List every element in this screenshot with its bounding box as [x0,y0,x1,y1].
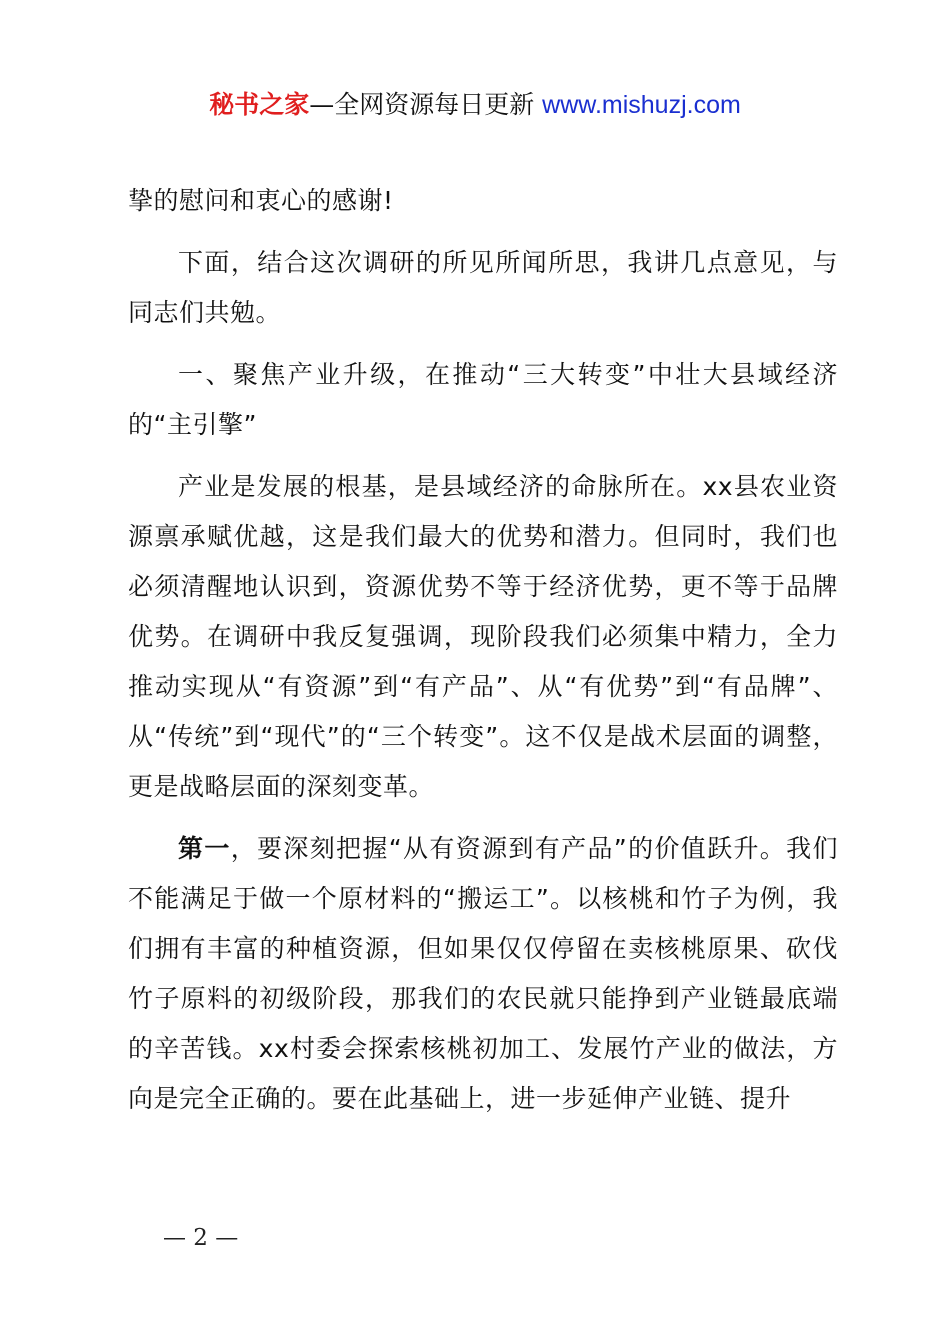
paragraph-first-point [128,824,838,1124]
page-number: — 2 — [163,1225,239,1251]
paragraph-industry: 产业是发展的根基，是县域经济的命脉所在。xx县农业资源禀承赋优越，这是我们最大的优势和潜力。但同时，我们也必须清醒地认识到，资源优势不等于经济优势，更不等于品牌优势。在调研中我反复强调，现阶段我们必须集中精力，全力推动实现从“有资源”到“有产品”、从“有优势”到“有品牌”、从“传统”到“现代”的“三个转变”。这不仅是战术层面的调整，更是战略层面的深刻变革。 [128,472,838,801]
paragraph-intro: 下面，结合这次调研的所见所闻所思，我讲几点意见，与同志们共勉。 [128,248,838,327]
point-lead-label: 第一 [178,834,231,863]
point-text: ，要深刻把握“从有资源到有产品”的价值跃升。我们不能满足于做一个原材料的“搬运工”。以核桃和竹子为例，我们拥有丰富的种植资源，但如果仅仅停留在卖核桃原果、砍伐竹子原料的初级阶段，那我们的农民就只能挣到产业链最底端的辛苦钱。xx村委会探索核桃初加工、发展竹产业的做法，方向是完全正确的。要在此基础上，进一步延伸产业链、提升 [128,834,838,1113]
section-heading: 一、聚焦产业升级，在推动“三大转变”中壮大县域经济的“主引擎” [128,360,838,439]
document-body [128,176,838,1136]
brand-name: 秘书之家 [209,90,310,119]
paragraph-continuation: 挚的慰问和衷心的感谢! [128,186,394,215]
header-tagline: —全网资源每日更新 [309,90,543,119]
header-url-link[interactable]: www.mishuzj.com [542,91,741,119]
page-header [0,88,950,122]
